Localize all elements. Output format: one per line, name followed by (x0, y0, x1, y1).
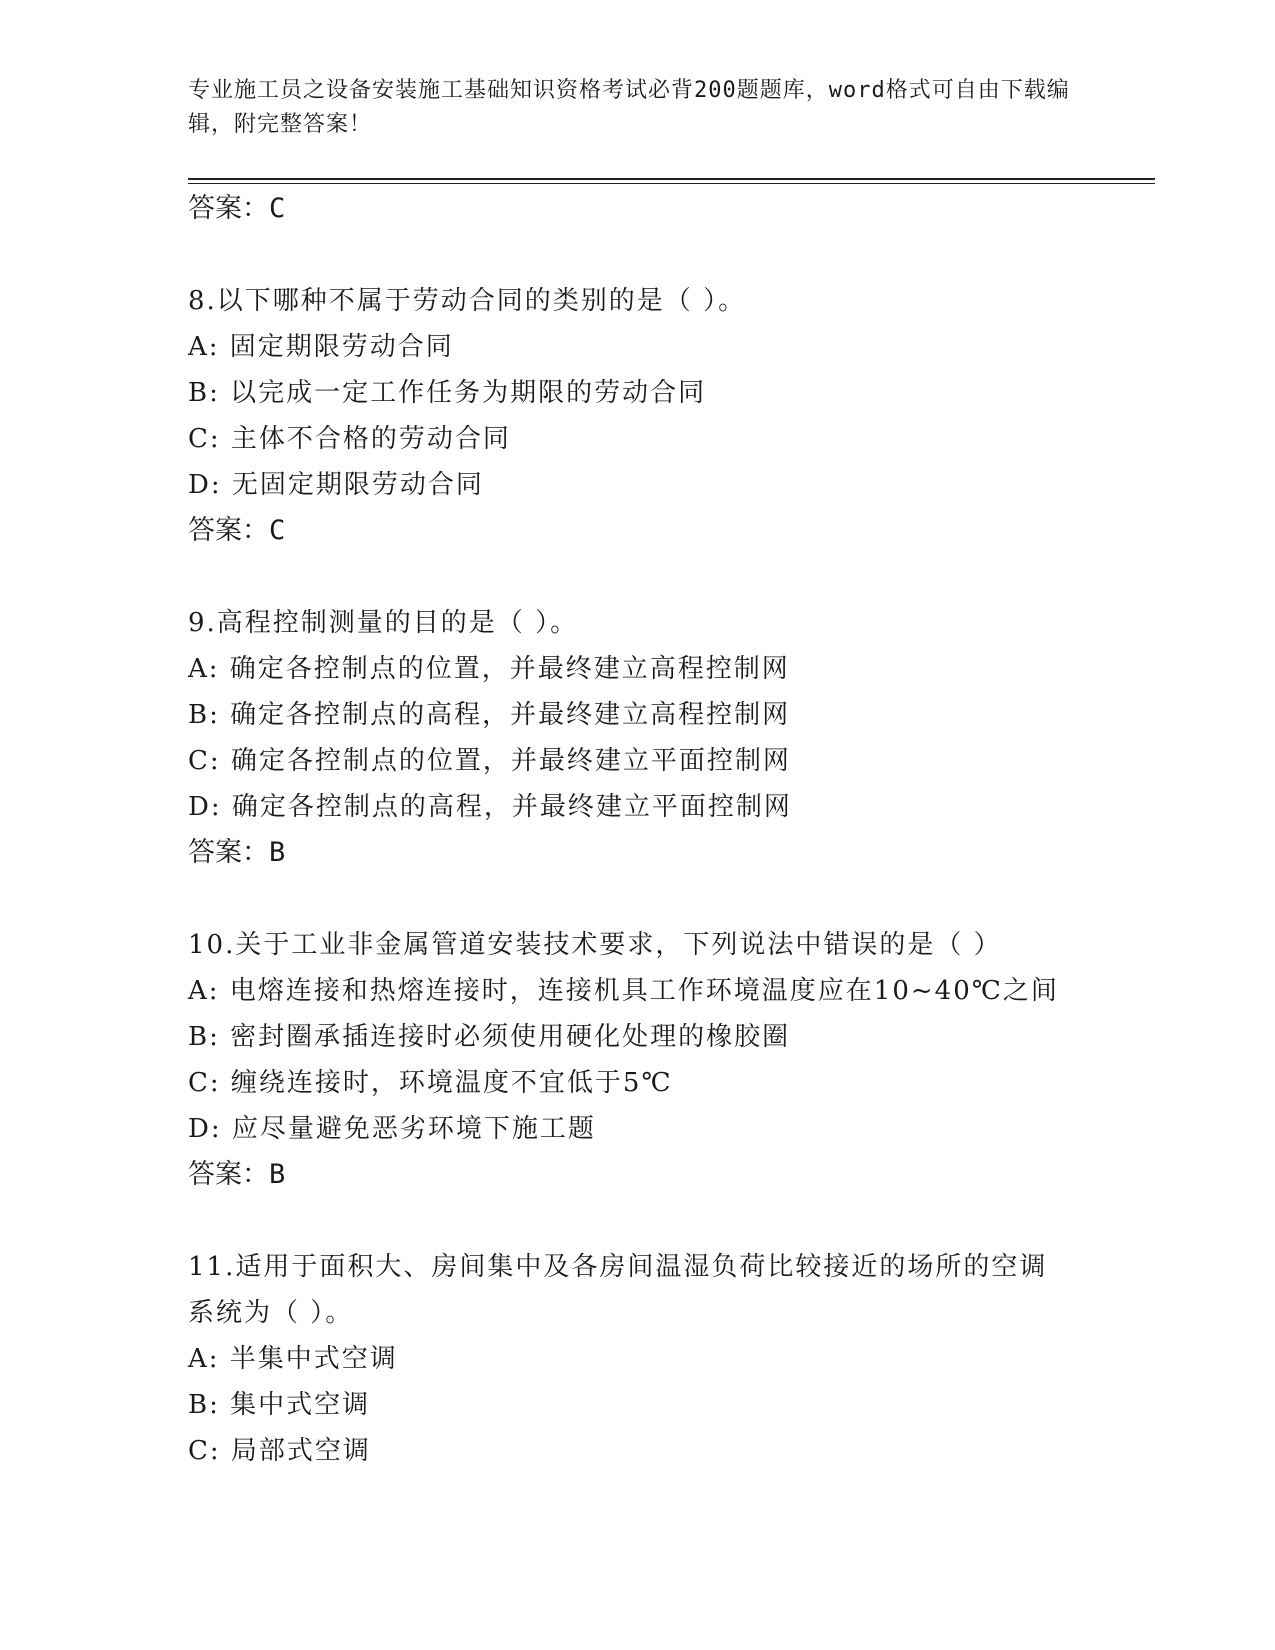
option-a: A: 固定期限劳动合同 (188, 332, 454, 362)
question-title: 10.关于工业非金属管道安装技术要求，下列说法中错误的是（ ） (188, 930, 1002, 960)
option-c: C: 局部式空调 (188, 1436, 371, 1466)
option-d: D: 确定各控制点的高程，并最终建立平面控制网 (188, 792, 792, 822)
option-b: B: 确定各控制点的高程，并最终建立高程控制网 (188, 700, 791, 730)
answer-line: 答案：C (188, 515, 286, 546)
header-divider-thin (188, 183, 1155, 184)
question-8 (188, 278, 1088, 554)
option-d: D: 无固定期限劳动合同 (188, 470, 484, 500)
answer-line: 答案：C (188, 193, 286, 224)
question-title: 8.以下哪种不属于劳动合同的类别的是（ ）。 (188, 286, 747, 316)
question-9 (188, 600, 1088, 876)
header-divider-thick (188, 178, 1155, 180)
question-title: 11.适用于面积大、房间集中及各房间温湿负荷比较接近的场所的空调系统为（ ）。 (188, 1252, 1048, 1328)
question-title: 9.高程控制测量的目的是（ ）。 (188, 608, 579, 638)
option-a: A: 电熔连接和热熔连接时，连接机具工作环境温度应在10~40℃之间 (188, 976, 1059, 1006)
answer-line: 答案：B (188, 1159, 286, 1190)
option-b: B: 以完成一定工作任务为期限的劳动合同 (188, 378, 707, 408)
option-b: B: 集中式空调 (188, 1390, 371, 1420)
option-c: C: 缠绕连接时，环境温度不宜低于5℃ (188, 1068, 673, 1098)
option-d: D: 应尽量避免恶劣环境下施工题 (188, 1114, 596, 1144)
question-11 (188, 1244, 1088, 1474)
answer-line: 答案：B (188, 837, 286, 868)
question-10 (188, 922, 1088, 1198)
option-b: B: 密封圈承插连接时必须使用硬化处理的橡胶圈 (188, 1022, 791, 1052)
option-a: A: 半集中式空调 (188, 1344, 398, 1374)
option-a: A: 确定各控制点的位置，并最终建立高程控制网 (188, 654, 790, 684)
option-c: C: 确定各控制点的位置，并最终建立平面控制网 (188, 746, 791, 776)
option-c: C: 主体不合格的劳动合同 (188, 424, 511, 454)
document-header: 专业施工员之设备安装施工基础知识资格考试必背200题题库，word格式可自由下载编辑，附完整答案！ (188, 78, 1070, 137)
document-body (188, 186, 1088, 1474)
